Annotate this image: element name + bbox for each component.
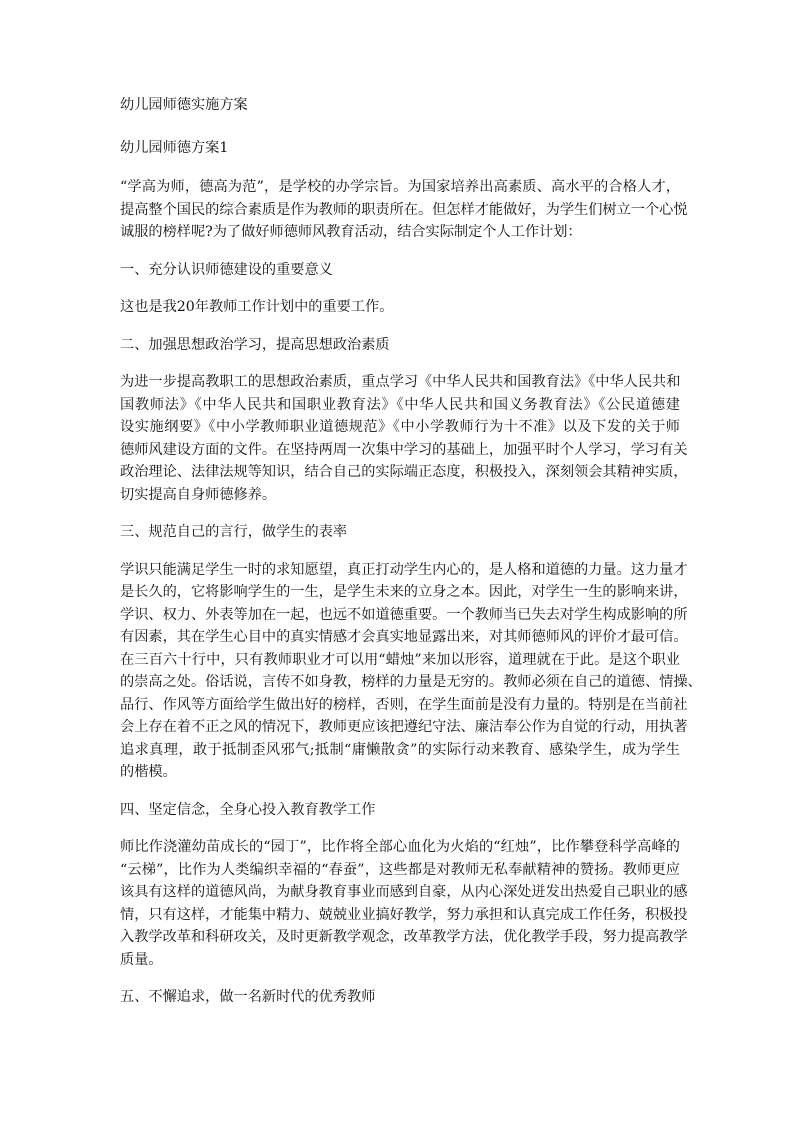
paragraph-line: 设实施纲要》《中小学教师职业道德规范》《中小学教师行为十不准》以及下发的关于师 — [120, 419, 680, 435]
document-subtitle: 幼儿园师德方案1 — [120, 139, 229, 156]
paragraph — [120, 559, 702, 784]
paragraph-line: 在三百六十行中，只有教师职业才可以用“蜡烛”来加以形容，道理就在于此。是这个职业 — [120, 651, 680, 668]
paragraph-line: 有因素，其在学生心目中的真实情感才会真实地显露出来，对其师德师风的评价才最可信。 — [120, 629, 688, 645]
section-heading: 二、加强思想政治学习，提高思想政治素质 — [120, 336, 390, 353]
paragraph-line: 追求真理，敢于抵制歪风邪气;抵制“庸懒散贪”的实际行动来教育、感染学生，成为学生 — [120, 741, 680, 758]
paragraph-line: 诚服的榜样呢?为了做好师德师风教育活动，结合实际制定个人工作计划： — [120, 224, 582, 240]
paragraph-line: 提高整个国民的综合素质是作为教师的职责所在。但怎样才能做好，为学生们树立一个心悦 — [120, 201, 688, 218]
paragraph-line: “云梯”，比作为人类编织幸福的“春蚕”，这些都是对教师无私奉献精神的赞扬。教师更应 — [120, 861, 680, 878]
paragraph-line: 的崇高之处。俗话说，言传不如身教，榜样的力量是无穷的。教师必须在自己的道德、情操、 — [120, 674, 702, 690]
paragraph-line: 品行、作风等方面给学生做出好的榜样，否则，在学生面前是没有力量的。特别是在当前社 — [120, 696, 688, 713]
document-body — [120, 94, 702, 1024]
paragraph-line: 入教学改革和科研攻关，及时更新教学观念，改革教学方法，优化教学手段，努力提高教学 — [120, 929, 688, 945]
paragraph — [120, 836, 688, 971]
paragraph-line: 质量。 — [120, 951, 163, 968]
paragraph-line: 师比作浇灌幼苗成长的“园丁”，比作将全部心血化为火焰的“红烛”，比作攀登科学高峰的 — [120, 839, 680, 855]
paragraph-line: 这也是我20年教师工作计划中的重要工作。 — [120, 299, 394, 315]
paragraph — [120, 371, 688, 506]
paragraph-line: 为进一步提高教职工的思想政治素质，重点学习《中华人民共和国教育法》《中华人民共和 — [120, 374, 681, 390]
section-heading: 一、充分认识师德建设的重要意义 — [120, 261, 333, 278]
paragraph-line: 的楷模。 — [120, 764, 177, 780]
section-heading: 四、坚定信念，全身心投入教育教学工作 — [120, 801, 376, 818]
paragraph-line: 学识只能满足学生一时的求知愿望，真正打动学生内心的，是人格和道德的力量。这力量才 — [120, 561, 688, 578]
paragraph-line: 切实提高自身师德修养。 — [120, 486, 277, 503]
paragraph-line: 该具有这样的道德风尚，为献身教育事业而感到自豪，从内心深处迸发出热爱自己职业的感 — [120, 884, 688, 900]
paragraph-line: 情，只有这样，才能集中精力、兢兢业业搞好教学，努力承担和认真完成工作任务，积极投 — [120, 906, 688, 923]
paragraph — [120, 296, 680, 319]
document-content — [120, 176, 702, 1009]
paragraph-line: 德师风建设方面的文件。在坚持两周一次集中学习的基础上，加强平时个人学习，学习有关 — [120, 441, 688, 458]
paragraph — [120, 176, 688, 244]
document-title: 幼儿园师德实施方案 — [120, 97, 248, 113]
paragraph-line: “学高为师，德高为范”，是学校的办学宗旨。为国家培养出高素质、高水平的合格人才， — [120, 179, 680, 195]
paragraph-line: 是长久的，它将影响学生的一生，是学生未来的立身之本。因此，对学生一生的影响来讲， — [120, 584, 688, 600]
paragraph-line: 学识、权力、外表等加在一起，也远不如道德重要。一个教师当已失去对学生构成影响的所 — [120, 606, 688, 623]
section-heading: 五、不懈追求，做一名新时代的优秀教师 — [120, 989, 376, 1005]
section-heading: 三、规范自己的言行，做学生的表率 — [120, 524, 348, 540]
paragraph-line: 政治理论、法律法规等知识，结合自己的实际端正态度，积极投入，深刻领会其精神实质， — [120, 464, 688, 480]
paragraph-line: 国教师法》《中华人民共和国职业教育法》《中华人民共和国义务教育法》《公民道德建 — [120, 396, 680, 413]
paragraph-line: 会上存在着不正之风的情况下，教师更应该把遵纪守法、廉洁奉公作为自觉的行动，用执著 — [120, 719, 688, 735]
